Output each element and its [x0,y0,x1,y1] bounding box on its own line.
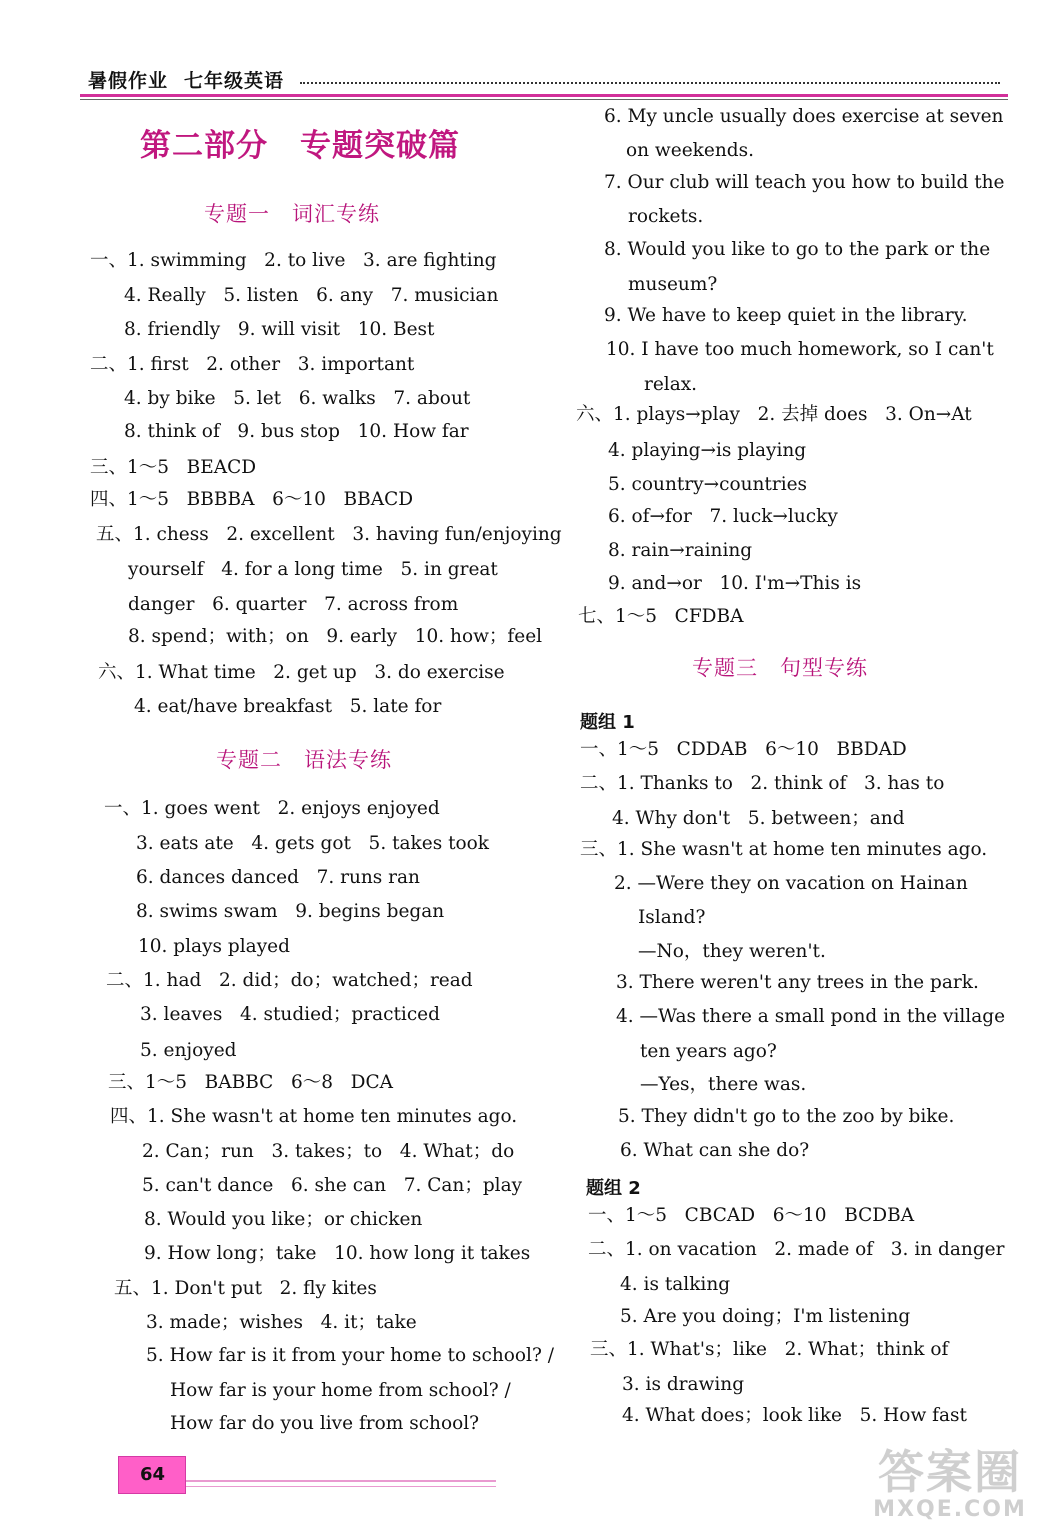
answer-line: 4. What does；look like 5. How fast [622,1405,967,1426]
watermark-logo [865,1446,1035,1526]
book-title: 暑假作业 [88,70,169,92]
answer-line: —No，they weren't. [638,941,826,962]
answer-line: Island? [638,907,706,928]
answer-line: 7. Our club will teach you how to build the [604,172,1005,193]
answer-line: 二、1. first 2. other 3. important [90,354,415,375]
answer-line: 9. and→or 10. I'm→This is [608,573,862,594]
answer-line: 二、1. Thanks to 2. think of 3. has to [580,773,945,794]
answer-line: 4. eat/have breakfast 5. late for [134,696,442,717]
answer-line: 二、1. had 2. did；do；watched；read [106,970,473,991]
answer-line: —Yes，there was. [640,1074,807,1095]
answer-line: 6. My uncle usually does exercise at seven [604,106,1004,127]
section-title-grammar: 专题二 语法专练 [216,748,392,772]
answer-line: 一、1. goes went 2. enjoys enjoyed [104,798,440,819]
answer-line: 10. I have too much homework, so I can't [606,339,994,360]
answer-line: 6. of→for 7. luck→lucky [608,506,838,527]
answer-line: 8. Would you like to go to the park or the [604,239,991,260]
answer-line: 五、1. Don't put 2. fly kites [114,1278,377,1299]
answer-line: 8. think of 9. bus stop 10. How far [124,421,469,442]
subject-title: 七年级英语 [184,70,285,92]
answer-line: How far is your home from school? / [170,1380,511,1401]
header-dotted-rule [300,82,1000,84]
answer-line: 4. is talking [620,1274,731,1295]
answer-line: 5. enjoyed [140,1040,237,1061]
answer-line: 9. How long；take 10. how long it takes [144,1243,531,1264]
answer-line: 3. eats ate 4. gets got 5. takes took [136,833,490,854]
answer-line: 6. What can she do? [620,1140,810,1161]
answer-line: 三、1～5 BABBC 6～8 DCA [108,1072,393,1093]
answer-line: 三、1. She wasn't at home ten minutes ago. [580,839,988,860]
answer-line: 四、1. She wasn't at home ten minutes ago. [110,1106,518,1127]
answer-line: 5. country→countries [608,474,808,495]
page-number: 64 [140,1464,166,1485]
answer-line: 5. can't dance 6. she can 7. Can；play [142,1175,523,1196]
footer-rule-thin [186,1486,496,1487]
answer-line: 3. is drawing [622,1374,745,1395]
header-rule [80,94,1008,97]
answer-line: 8. friendly 9. will visit 10. Best [124,319,435,340]
answer-line: 一、1. swimming 2. to live 3. are fighting [90,250,497,271]
answer-line: 五、1. chess 2. excellent 3. having fun/enjoying [96,524,562,545]
answer-line: 2. —Were they on vacation on Hainan [614,873,968,894]
answer-line: yourself 4. for a long time 5. in great [128,559,498,580]
answer-line: 一、1～5 CBCAD 6～10 BCDBA [588,1205,915,1226]
answer-line: 六、1. What time 2. get up 3. do exercise [98,662,505,683]
answer-line: 6. dances danced 7. runs ran [136,867,420,888]
answer-line: danger 6. quarter 7. across from [128,594,459,615]
answer-line: 8. spend；with；on 9. early 10. how；feel [128,626,543,647]
answer-line: 四、1～5 BBBBA 6～10 BBACD [90,489,414,510]
answer-line: relax. [644,374,698,395]
footer-rule [186,1480,496,1482]
answer-line: 3. made；wishes 4. it；take [146,1312,417,1333]
answer-line: on weekends. [626,140,754,161]
answer-line: How far do you live from school? [170,1413,480,1434]
section-title-vocabulary: 专题一 词汇专练 [204,202,380,226]
answer-line: 七、1～5 CFDBA [578,606,744,627]
answer-line: 三、1. What's；like 2. What；think of [590,1339,949,1360]
answer-line: 4. —Was there a small pond in the village [616,1006,1006,1027]
answer-line: 三、1～5 BEACD [90,457,257,478]
running-header [88,66,284,93]
answer-line: ten years ago? [640,1041,777,1062]
answer-line: 8. Would you like；or chicken [144,1209,423,1230]
answer-line: 一、1～5 CDDAB 6～10 BBDAD [580,739,907,760]
section-title-sentence: 专题三 句型专练 [692,656,868,680]
answer-line: 9. We have to keep quiet in the library. [604,305,968,326]
header-rule-thin [80,99,1008,100]
answer-line: 2. Can；run 3. takes；to 4. What；do [142,1141,515,1162]
answer-line: rockets. [628,206,704,227]
answer-line: 8. swims swam 9. begins began [136,901,445,922]
answer-line: 5. Are you doing；I'm listening [620,1306,911,1327]
answer-line: museum? [628,274,718,295]
answer-line: 4. by bike 5. let 6. walks 7. about [124,388,471,409]
answer-line: 4. Why don't 5. between；and [612,808,905,829]
answer-line: 二、1. on vacation 2. made of 3. in danger [588,1239,1005,1260]
answer-line: 5. They didn't go to the zoo by bike. [618,1106,955,1127]
watermark-url: MXQE.COM [873,1497,1027,1522]
answer-line: 3. leaves 4. studied；practiced [140,1004,440,1025]
group-title-2: 题组 2 [586,1178,641,1199]
answer-line: 六、1. plays→play 2. 去掉 does 3. On→At [576,404,972,425]
answer-line: 3. There weren't any trees in the park. [616,972,979,993]
watermark-text: 答案圈 [878,1445,1022,1499]
answer-line: 5. How far is it from your home to school? / [146,1345,554,1366]
answer-line: 10. plays played [138,936,290,957]
answer-line: 4. Really 5. listen 6. any 7. musician [124,285,499,306]
group-title-1: 题组 1 [580,712,635,733]
part-title: 第二部分 专题突破篇 [140,128,460,164]
answer-line: 4. playing→is playing [608,440,807,461]
answer-line: 8. rain→raining [608,540,753,561]
